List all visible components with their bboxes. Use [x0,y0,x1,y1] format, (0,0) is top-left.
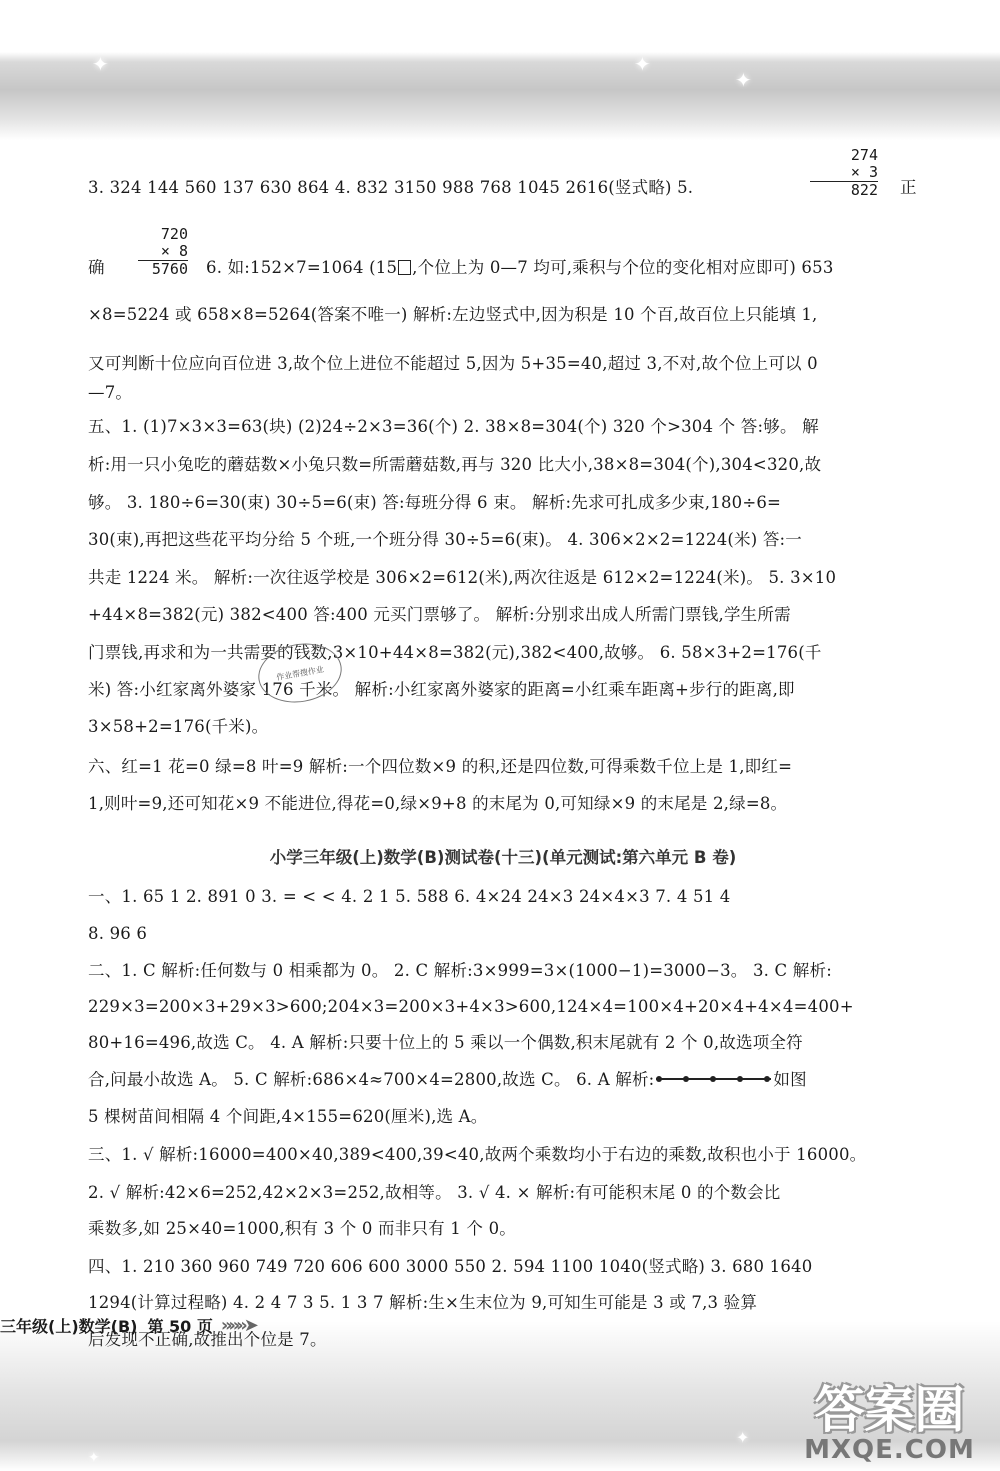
stamp: 作业帮搜作业 [254,637,347,709]
answer-line: 5 棵树苗间相隔 4 个间距,4×155=620(厘米),选 A。 [88,1107,488,1126]
answer-line: 1,则叶=9,还可知花×9 不能进位,得花=0,绿×9+8 的末尾为 0,可知绿×9 的末尾是 2,绿=8。 [88,794,788,813]
answer-line: 合,问最小故选 A。 5. C 解析:686×4≈700×4=2800,故选 C。 6. A 解析: 如图 [88,1070,807,1089]
answer-line: 析:用一只小兔吃的蘑菇数×小兔只数=所需蘑菇数,再与 320 比大小,38×8=304(个),304<320,故 [88,455,822,474]
blank-box-icon [398,260,411,275]
answer-line: 1294(计算过程略) 4. 2 4 7 3 5. 1 3 7 解析:生×生末位为 9,可知生可能是 3 或 7,3 验算 [88,1293,758,1312]
answer-line: 二、1. C 解析:任何数与 0 相乘都为 0。 2. C 解析:3×999=3×(1000−1)=3000−3。 3. C 解析: [88,961,832,980]
answer-line: +44×8=382(元) 382<400 答:400 元买门票够了。 解析:分别求出成人所需门票钱,学生所需 [88,605,791,624]
answer-line: 3×58+2=176(千米)。 [88,717,269,736]
answer-line: 米) 答:小红家离外婆家 176 千米。 解析:小红家离外婆家的距离=小红乘车距离+步行的距离,即 [88,680,795,699]
answer-line: 门票钱,再求和为一共需要的钱数,3×10+44×8=382(元),382<400,故够。 6. 58×3+2=176(千 [88,643,822,662]
vertical-multiplication: 274 × 3 822 [810,147,878,199]
answer-line: ×8=5224 或 658×8=5264(答案不唯一) 解析:左边竖式中,因为积是 10 个百,故百位上只能填 1, [88,305,818,324]
answer-line: 正 [900,178,917,197]
answer-line: 30(束),再把这些花平均分给 5 个班,一个班分得 30÷5=6(束)。 4. 306×2×2=1224(米) 答:一 [88,530,802,549]
answer-line: —7。 [88,383,133,402]
answer-line: 四、1. 210 360 960 749 720 606 600 3000 550 2. 594 1100 1040(竖式略) 3. 680 1640 [88,1257,813,1276]
sparkle-icon: ✦ [92,52,109,76]
answer-line: 五、1. (1)7×3×3=63(块) (2)24÷2×3=36(个) 2. 38×8=304(个) 320 个>304 个 答:够。 解 [88,417,819,436]
watermark: 答案圈 MXQE.COM [804,1381,975,1465]
answer-line: 80+16=496,故选 C。 4. A 解析:只要十位上的 5 乘以一个偶数,积末尾就有 2 个 0,故选项全符 [88,1033,803,1052]
answer-line: 后发现不正确,故推出个位是 7。 [88,1330,327,1349]
answer-line: 够。 3. 180÷6=30(束) 30÷5=6(束) 答:每班分得 6 束。 解析:先求可扎成多少束,180÷6= [88,493,782,512]
answer-line: 3. 324 144 560 137 630 864 4. 832 3150 988 768 1045 2616(竖式略) 5. [88,178,694,197]
answer-line: 6. 如:152×7=1064 (15 ,个位上为 0—7 均可,乘积与个位的变化相对应即可) 653 [206,258,834,277]
answer-line: 六、红=1 花=0 绿=8 叶=9 解析:一个四位数×9 的积,还是四位数,可得乘数千位上是 1,即红= [88,757,793,776]
answer-line: 又可判断十位应向百位进 3,故个位上进位不能超过 5,因为 5+35=40,超过 3,不对,故个位上可以 0 [88,354,818,373]
section-title: 小学三年级(上)数学(B)测试卷(十三)(单元测试:第六单元 B 卷) [269,848,737,867]
footer-label: 三年级(上)数学(B) [0,1316,138,1336]
answer-line: 乘数多,如 25×40=1000,积有 3 个 0 而非只有 1 个 0。 [88,1219,516,1238]
answer-line: 229×3=200×3+29×3>600;204×3=200×3+4×3>600,124×4=100×4+20×4+4×4=400+ [88,997,854,1016]
vertical-multiplication: 720 × 8 5760 [138,226,188,278]
sparkle-icon: ✦ [88,1450,100,1466]
answer-line: 一、1. 65 1 2. 891 0 3. = < < 4. 2 1 5. 588 6. 4×24 24×3 24×4×3 7. 4 51 4 [88,887,731,906]
tree-diagram [656,1078,771,1084]
page-number: 第 50 页 [147,1316,213,1336]
page-footer [0,1312,255,1338]
sparkle-icon: ✦ [736,1428,750,1447]
sparkle-icon: ✦ [634,52,651,76]
answer-line: 8. 96 6 [88,924,148,943]
arrow-icon: »»»➤ [220,1314,255,1336]
answer-line: 三、1. √ 解析:16000=400×40,389<400,39<40,故两个乘数均小于右边的乘数,故积也小于 16000。 [88,1145,867,1164]
answer-line: 确 [88,258,105,277]
answer-line: 共走 1224 米。 解析:一次往返学校是 306×2=612(米),两次往返是 612×2=1224(米)。 5. 3×10 [88,568,837,587]
sparkle-icon: ✦ [735,68,752,92]
answer-line: 2. √ 解析:42×6=252,42×2×3=252,故相等。 3. √ 4. × 解析:有可能积末尾 0 的个数会比 [88,1183,781,1202]
header-decoration [0,0,1000,140]
